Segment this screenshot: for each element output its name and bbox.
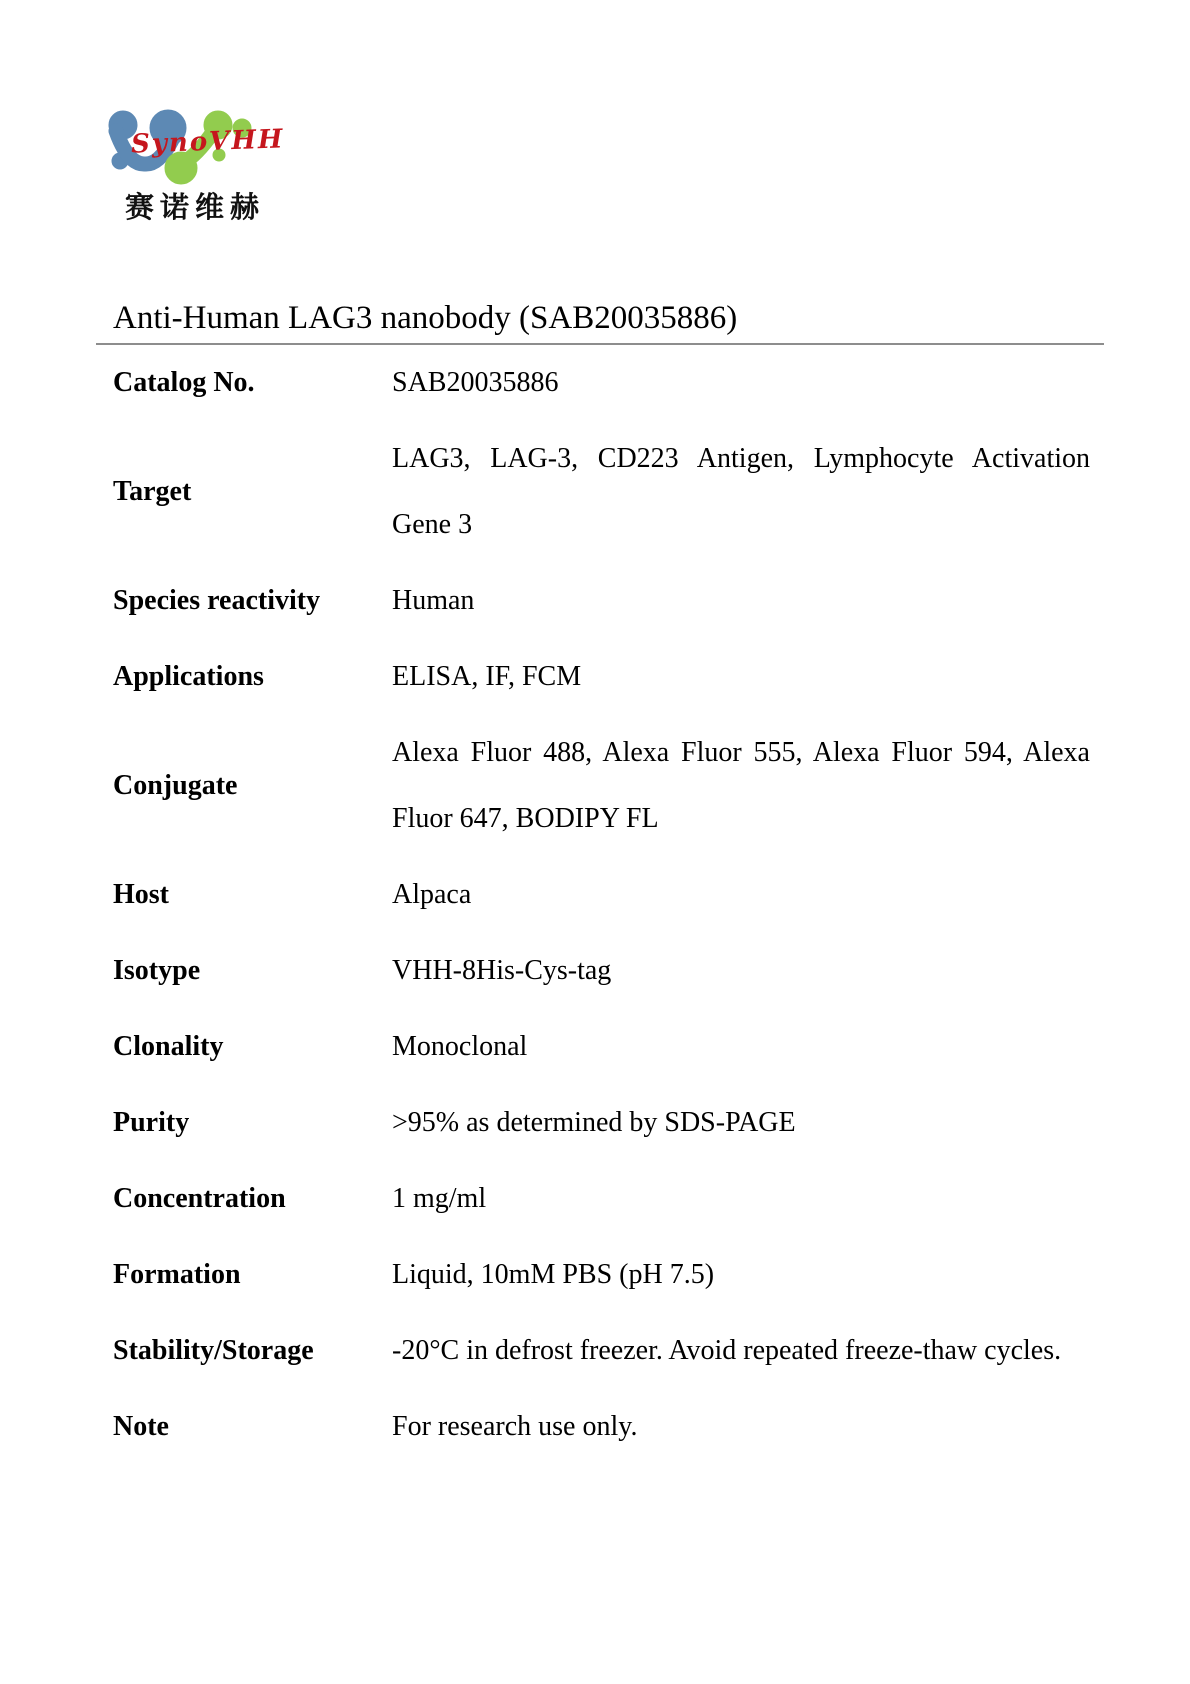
row-value <box>380 715 1104 857</box>
row-label: Purity <box>113 1107 190 1138</box>
value-line: VHH-8His-Cys-tag <box>392 955 612 986</box>
row-value <box>380 563 1104 639</box>
row-value <box>380 1389 1104 1465</box>
row-value <box>380 1009 1104 1085</box>
table-row <box>96 1009 1104 1085</box>
row-value <box>380 421 1104 563</box>
row-label: Stability/Storage <box>113 1335 314 1366</box>
row-value <box>380 933 1104 1009</box>
row-label: Clonality <box>113 1031 224 1062</box>
table-row <box>96 1161 1104 1237</box>
value-line: For research use only. <box>392 1411 638 1442</box>
row-label: Formation <box>113 1259 241 1290</box>
value-line: Fluor 647, BODIPY FL <box>392 803 659 834</box>
row-value <box>380 857 1104 933</box>
value-line: Gene 3 <box>392 509 473 540</box>
row-value <box>380 1313 1104 1389</box>
value-line: Monoclonal <box>392 1031 528 1062</box>
table-row <box>96 345 1104 421</box>
value-line: Alpaca <box>392 879 472 910</box>
row-label: Applications <box>113 661 264 692</box>
value-line: -20°C in defrost freezer. Avoid repeated freeze-thaw cycles. <box>392 1335 1062 1366</box>
table-row <box>96 563 1104 639</box>
row-label: Species reactivity <box>113 585 321 616</box>
table-row <box>96 1389 1104 1465</box>
value-line: >95% as determined by SDS-PAGE <box>392 1107 796 1138</box>
row-label: Conjugate <box>113 770 238 801</box>
table-row <box>96 421 1104 563</box>
value-line: SAB20035886 <box>392 367 559 398</box>
row-value <box>380 1237 1104 1313</box>
table-row <box>96 1085 1104 1161</box>
table-row <box>96 639 1104 715</box>
row-label: Concentration <box>113 1183 286 1214</box>
table-row <box>96 1237 1104 1313</box>
table-row <box>96 715 1104 857</box>
value-line: Alexa Fluor 488, Alexa Fluor 555, Alexa Fluor 594, Alexa <box>392 737 1090 768</box>
spec-table-body <box>96 345 1104 1465</box>
value-line: Human <box>392 585 475 616</box>
row-label: Catalog No. <box>113 367 255 398</box>
row-value <box>380 1161 1104 1237</box>
row-label: Note <box>113 1411 169 1442</box>
table-row <box>96 933 1104 1009</box>
value-line: Liquid, 10mM PBS (pH 7.5) <box>392 1259 715 1290</box>
row-label: Target <box>113 476 192 507</box>
brand-chinese-text: 赛诺维赫 <box>125 192 266 224</box>
table-row <box>96 857 1104 933</box>
company-logo <box>95 85 285 230</box>
value-line: ELISA, IF, FCM <box>392 661 582 692</box>
row-value <box>380 639 1104 715</box>
spec-table <box>96 343 1104 1465</box>
value-line: LAG3, LAG-3, CD223 Antigen, Lymphocyte Activation <box>392 443 1090 474</box>
row-label: Isotype <box>113 955 201 986</box>
row-value <box>380 345 1104 421</box>
page-title: Anti-Human LAG3 nanobody (SAB20035886) <box>113 300 738 337</box>
row-label: Host <box>113 879 169 910</box>
brand-script-text: SynoVHH <box>130 124 285 160</box>
table-row <box>96 1313 1104 1389</box>
value-line: 1 mg/ml <box>392 1183 487 1214</box>
row-value <box>380 1085 1104 1161</box>
